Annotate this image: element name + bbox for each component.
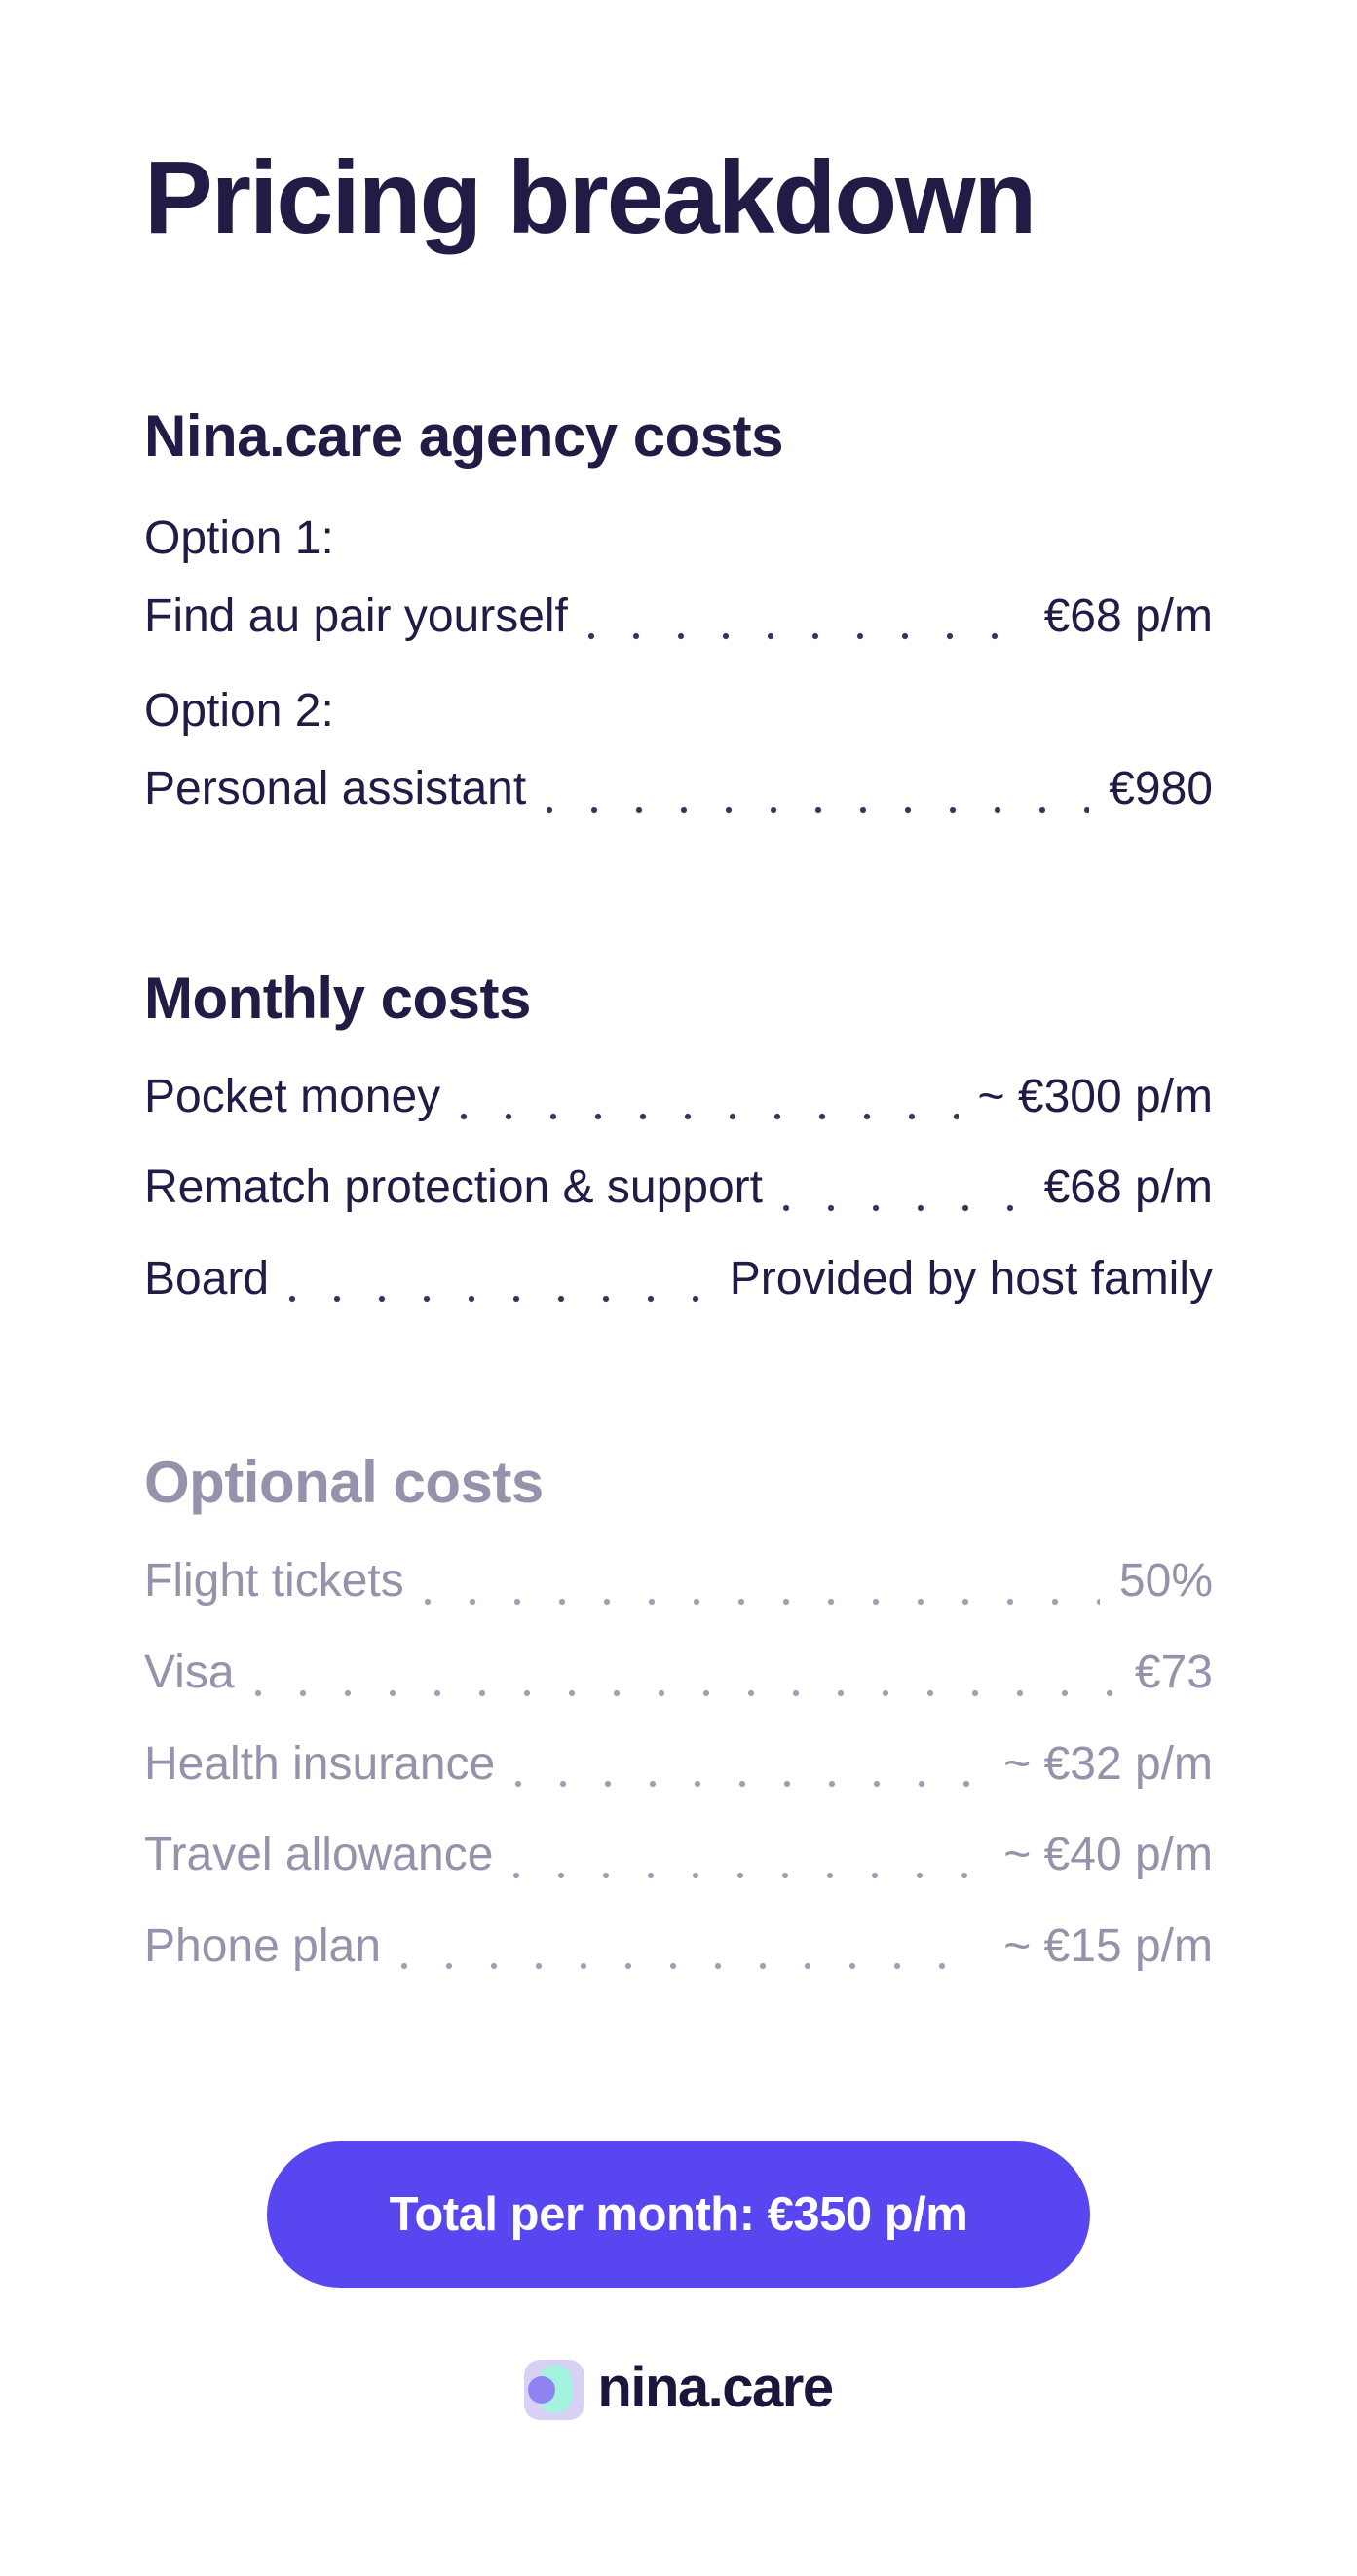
dotted-leader [288, 1295, 710, 1303]
dotted-leader [424, 1598, 1100, 1606]
cost-label: Find au pair yourself [144, 589, 568, 642]
cost-value: €73 [1134, 1646, 1213, 1698]
cost-label: Rematch protection & support [144, 1161, 763, 1214]
dotted-leader [254, 1689, 1115, 1697]
dotted-leader [514, 1780, 984, 1788]
section-heading-monthly: Monthly costs [144, 965, 531, 1031]
cost-value: 50% [1118, 1555, 1213, 1608]
cost-value: ~ €40 p/m [1003, 1829, 1213, 1881]
cost-value: €68 p/m [1043, 589, 1213, 642]
cost-row [144, 1645, 1213, 1701]
section-agency-costs [144, 401, 1213, 816]
option-prefix: Option 1: [144, 512, 334, 565]
cost-row [144, 1069, 1213, 1125]
section-optional-costs [144, 1448, 1213, 1974]
cost-label: Board [144, 1252, 270, 1305]
dotted-leader [782, 1204, 1025, 1212]
cost-row [144, 1827, 1213, 1883]
dotted-leader [512, 1872, 984, 1879]
footer-brand[interactable] [144, 2356, 1213, 2420]
dotted-leader [546, 806, 1089, 814]
cost-label: Phone plan [144, 1919, 381, 1972]
cost-value: ~ €15 p/m [1003, 1919, 1213, 1972]
option-group-1 [144, 511, 1213, 644]
cost-row [144, 761, 1213, 817]
section-heading-agency: Nina.care agency costs [144, 403, 784, 470]
page-title: Pricing breakdown [144, 140, 1036, 255]
cost-row [144, 588, 1213, 645]
dotted-leader [460, 1113, 958, 1120]
dotted-leader [400, 1962, 984, 1970]
nina-care-wordmark: nina.care [597, 2356, 833, 2420]
cost-row [144, 1159, 1213, 1216]
total-per-month-button[interactable]: Total per month: €350 p/m [267, 2141, 1090, 2288]
cost-label: Health insurance [144, 1737, 496, 1790]
section-heading-optional: Optional costs [144, 1450, 544, 1516]
nina-care-logo-icon [524, 2360, 584, 2420]
cost-row [144, 1251, 1213, 1307]
cost-label: Travel allowance [144, 1829, 494, 1881]
section-monthly-costs [144, 964, 1213, 1307]
cost-value: €980 [1109, 762, 1213, 814]
option-group-2 [144, 683, 1213, 816]
cost-label: Pocket money [144, 1070, 441, 1122]
cost-value: Provided by host family [729, 1252, 1213, 1305]
cost-value: ~ €300 p/m [977, 1070, 1213, 1122]
cost-row [144, 1736, 1213, 1793]
dotted-leader [587, 632, 1025, 640]
pricing-breakdown-page [0, 136, 1357, 2576]
cost-value: €68 p/m [1043, 1161, 1213, 1214]
cost-label: Visa [144, 1646, 235, 1698]
cost-label: Flight tickets [144, 1555, 404, 1608]
cost-value: ~ €32 p/m [1003, 1737, 1213, 1790]
cost-row [144, 1553, 1213, 1610]
cost-label: Personal assistant [144, 762, 527, 814]
cost-row [144, 1918, 1213, 1975]
option-prefix: Option 2: [144, 685, 334, 738]
